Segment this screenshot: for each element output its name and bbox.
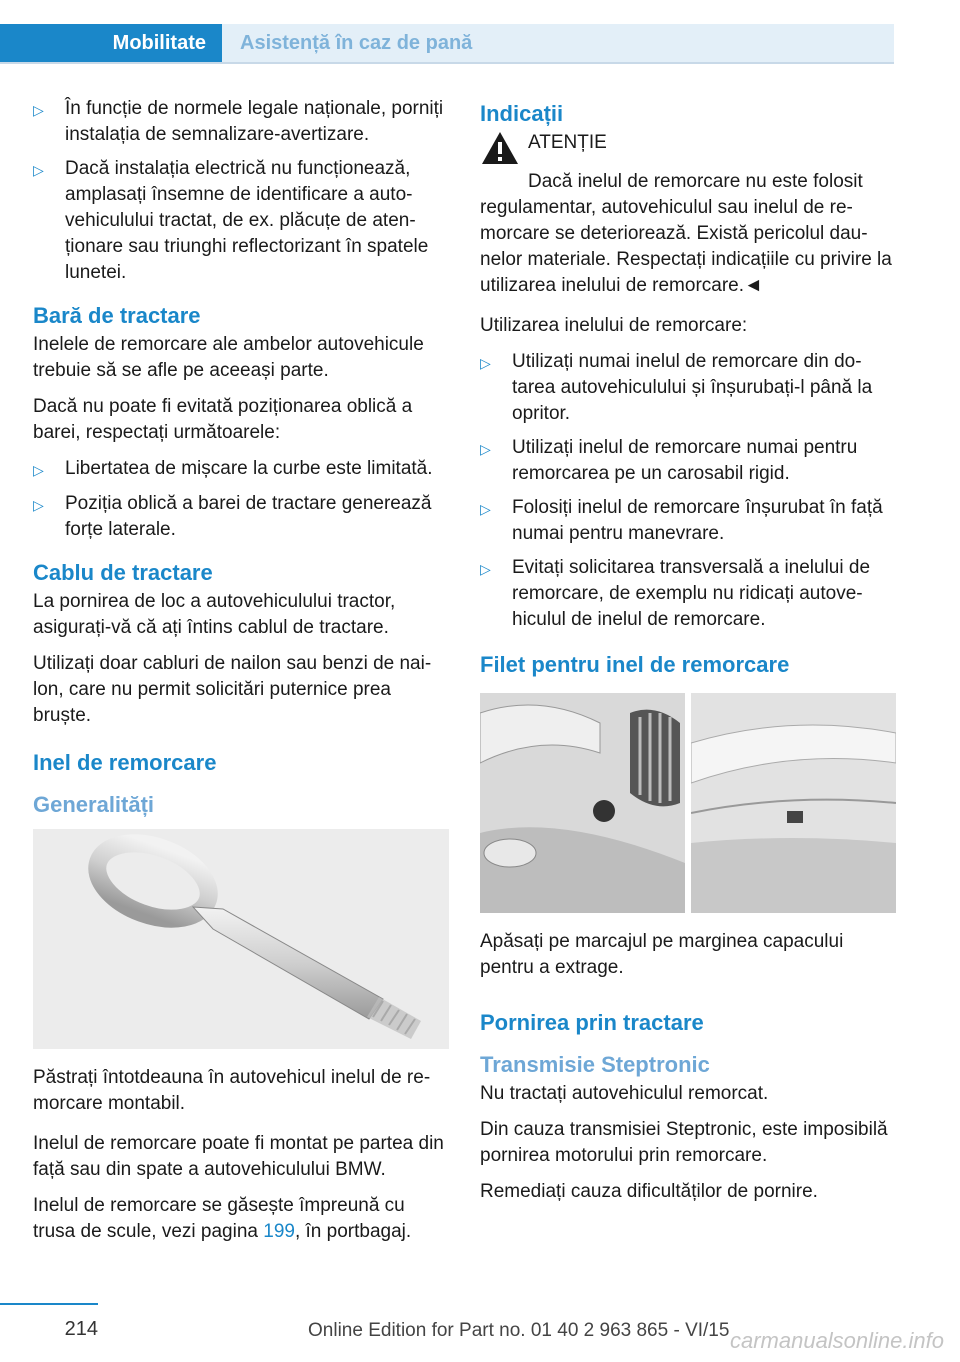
watermark: carmanualsonline.info (729, 1328, 944, 1353)
left-column (33, 96, 449, 1255)
page-number: 214 (64, 1318, 98, 1340)
paragraph: Inelul de remorcare se găsește împreună cu trusa de scule, vezi pagina 199, în portbagaj. (33, 1195, 412, 1242)
tab-mobilitate[interactable]: Mobilitate (0, 24, 222, 62)
page-header (0, 0, 960, 64)
paragraph: Utilizarea inelului de remorcare: (480, 315, 748, 336)
warning-block (480, 130, 896, 171)
front-bumper-right-photo (691, 693, 896, 913)
paragraph: Nu tractați autovehiculul remorcat. (480, 1083, 769, 1104)
paragraph: Păstrați întotdeauna în autovehicul inelul de remorcare montabil. (33, 1067, 431, 1114)
tow-ring-image (33, 829, 449, 1049)
bullet-triangle-icon: ▷ (33, 102, 44, 118)
bullet-triangle-icon: ▷ (33, 497, 44, 513)
bullet-triangle-icon: ▷ (33, 162, 44, 178)
paragraph: Inelul de remorcare poate fi montat pe partea din față sau din spate a autovehiculului BMW. (33, 1133, 444, 1180)
paragraph: Apăsați pe marcajul pe marginea capacului pentru a extrage. (480, 931, 844, 978)
list-item: ▷ Folosiți inelul de remorcare înșurubat în față numai pentru manevrare. (480, 495, 896, 547)
header-divider (0, 62, 894, 64)
paragraph: Utilizați doar cabluri de nailon sau benzi de nailon, care nu permit solicitări puternice prea bruște. (33, 653, 432, 726)
list-item: ▷ Libertatea de mișcare la curbe este limitată. (33, 456, 449, 483)
edition-text: Online Edition for Part no. 01 40 2 963 865 - VI/15 (308, 1320, 730, 1341)
bullet-triangle-icon: ▷ (480, 561, 491, 577)
front-bumper-left-photo (480, 693, 685, 913)
paragraph: Remediați cauza dificultăților de pornire. (480, 1181, 818, 1202)
list-item: ▷ Utilizați numai inelul de remorcare din dotarea autovehiculului și înșurubați-l până la opritor. (480, 349, 896, 427)
warning-icon (480, 130, 528, 171)
heading-filet: Filet pentru inel de remorcare (480, 652, 790, 677)
heading-indicatii: Indicații (480, 101, 564, 126)
paragraph: La pornirea de loc a autovehiculului tractor, asigurați-vă că ați întins cablul de tractare. (33, 591, 396, 638)
list-item: ▷ Dacă instalația electrică nu funcționează, amplasați însemne de identificare a autovehiculului tractat, de ex. plăcuțe de atenționare sau triunghi reflectorizant în spatele lunetei. (33, 156, 449, 286)
paragraph: Inelele de remorcare ale ambelor autovehicule trebuie să se afle pe aceeași parte. (33, 334, 424, 381)
heading-pornirea-prin-tractare: Pornirea prin tractare (480, 1010, 704, 1035)
list-item: ▷ Evitați solicitarea transversală a inelului de remorcare, de exemplu nu ridicați autovehiculul de inelul de remorcare. (480, 555, 896, 633)
page-link[interactable]: 199 (263, 1221, 295, 1242)
heading-inel-de-remorcare: Inel de remorcare (33, 750, 217, 775)
bullet-triangle-icon: ▷ (480, 441, 491, 457)
tab-section-title[interactable]: Asistență în caz de pană (222, 24, 894, 62)
heading-cablu-de-tractare: Cablu de tractare (33, 560, 213, 585)
bullet-triangle-icon: ▷ (33, 462, 44, 478)
bullet-triangle-icon: ▷ (480, 355, 491, 371)
list-item: ▷ Poziția oblică a barei de tractare generează forțe laterale. (33, 491, 449, 543)
list-item: ▷ Utilizați inelul de remorcare numai pentru remorcarea pe un carosabil rigid. (480, 435, 896, 487)
bullet-triangle-icon: ▷ (480, 501, 491, 517)
paragraph: Dacă nu poate fi evitată poziționarea oblică a barei, respectați următoarele: (33, 396, 413, 443)
bumper-images (480, 693, 896, 913)
paragraph: Din cauza transmisiei Steptronic, este imposibilă pornirea motorului prin remorcare. (480, 1119, 888, 1166)
heading-generalitati: Generalități (33, 792, 155, 817)
warning-title: ATENȚIE (528, 132, 607, 153)
footer-divider (0, 1303, 98, 1305)
heading-bar-de-tractare: Bară de tractare (33, 303, 201, 328)
list-item: ▷ În funcție de normele legale naționale, porniți instalația de semnalizare-avertizare. (33, 96, 449, 148)
tow-ring-illustration (33, 829, 449, 1049)
right-column (480, 96, 896, 1215)
warning-text: Dacă inelul de remorcare nu este folosit regulamentar, autovehiculul sau inelul de remorcare se deteriorează. Există pericolul daunelor materiale. Respectați indicațiile cu privire la utilizarea inelului de remorcare.◄ (480, 171, 892, 296)
heading-transmisie-steptronic: Transmisie Steptronic (480, 1052, 710, 1077)
